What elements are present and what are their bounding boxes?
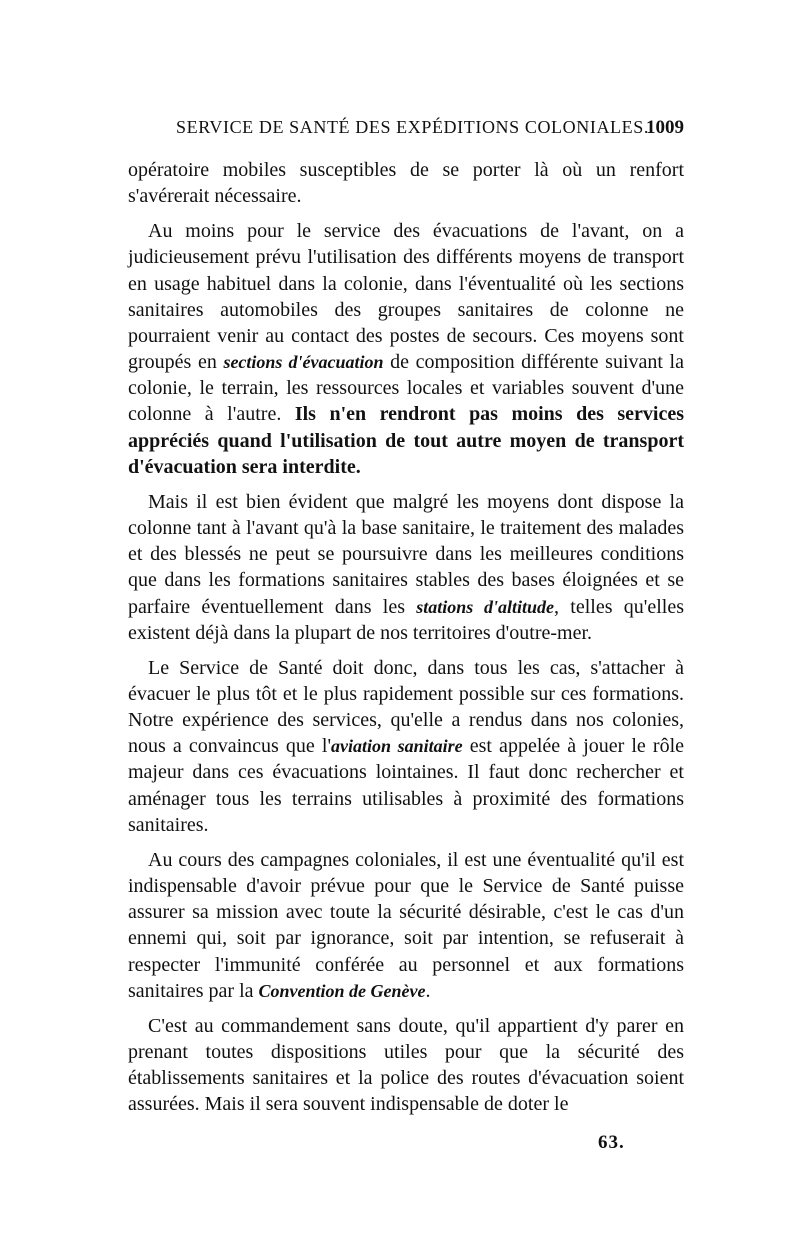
paragraph-5 [128,847,684,1004]
paragraph-text: de composition différente suivant la colonie, le terrain, les ressources locales et variables souvent d'une colonne à l'autre. [128,351,684,426]
signature-mark: 63. [598,1132,625,1153]
paragraph-text: C'est au commandement sans doute, qu'il appartient d'y parer en prenant toutes dispositions utiles pour que la sécurité des établissements sanitaires et la police des routes d'évacuation soient assurées. Mais il sera souvent indispensable de doter le [128,1014,684,1116]
emphasis-aviation-sanitaire: aviation sanitaire [331,736,463,757]
paragraph-6 [128,1013,684,1118]
paragraph-text: , telles qu'elles existent déjà dans la plupart de nos territoires d'outre-mer. [128,595,685,644]
body-text [128,157,684,1126]
page-number: 1009 [646,117,684,138]
paragraph-4 [128,655,684,838]
paragraph-text: Au moins pour le service des évacuations de l'avant, on a judicieusement prévu l'utilisation des différents moyens de transport en usage habituel dans la colonie, dans l'éventualité où les sections sanitaires automobiles des groupes sanitaires de colonne ne pourraient venir au contact des postes de secours. Ces moyens sont groupés en [128,220,684,374]
paragraph-text: Le Service de Santé doit donc, dans tous les cas, s'attacher à évacuer le plus tôt et le plus rapidement possible sur ces formations. Notre expérience des services, qu'elle a rendus dans nos colonies, nous a convaincus que l' [128,656,684,758]
paragraph-2 [128,218,684,480]
running-title: SERVICE DE SANTÉ DES EXPÉDITIONS COLONIALES. [176,117,649,137]
emphasis-sections-evacuation: sections d'évacuation [223,352,384,373]
paragraph-text: Mais il est bien évident que malgré les moyens dont dispose la colonne tant à l'avant qu'à la base sanitaire, le traitement des malades et des blessés ne peut se poursuivre dans les meilleures conditions que dans les formations sanitaires stables des bases éloignées et se parfaire éventuellement dans les [128,490,684,618]
paragraph-text: est appelée à jouer le rôle majeur dans ces évacuations lointaines. Il faut donc rechercher et aménager tous les terrains utilisables à proximité des formations sanitaires. [128,735,684,836]
paragraph-text: opératoire mobiles susceptibles de se porter là où un renfort s'avérerait nécessaire. [128,159,684,208]
paragraph-text: Au cours des campagnes coloniales, il est une éventualité qu'il est indispensable d'avoir prévue pour que le Service de Santé puisse assurer sa mission avec toute la sécurité désirable, c'est le cas d'un ennemi qui, soit par ignorance, soit par intention, se refuserait à respecter l'immunité conférée au personnel et aux formations sanitaires par la [128,848,684,1002]
paragraph-text: . [425,979,431,1002]
emphasis-convention-geneve: Convention de Genève [258,980,426,1001]
emphasis-stations-altitude: stations d'altitude [416,596,555,617]
paragraph-1 [128,157,684,209]
bold-sentence: Ils n'en rendront pas moins des services appréciés quand l'utilisation de tout autre moyen de transport d'évacuation sera interdite. [128,403,685,478]
paragraph-3 [128,489,684,646]
running-head [128,117,684,147]
